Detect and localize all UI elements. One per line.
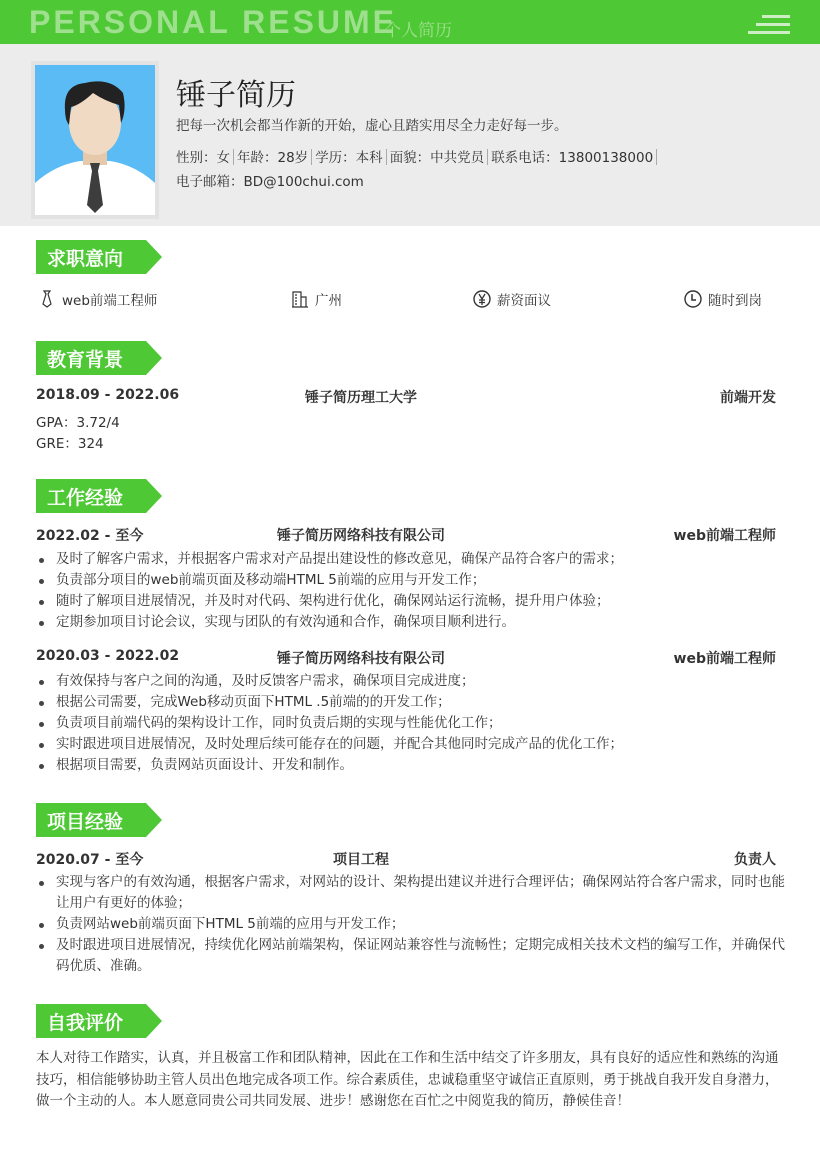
email: 电子邮箱：BD@100chui.com xyxy=(176,174,364,190)
project-name: 项目工程 xyxy=(333,852,389,868)
gre: GRE：324 xyxy=(36,436,104,452)
motto: 把每一次机会都当作新的开始，虚心且踏实用尽全力走好每一步。 xyxy=(176,118,568,134)
list-item: 有效保持与客户之间的沟通，及时反馈客户需求，确保项目完成进度； xyxy=(36,671,786,692)
list-item: 负责网站web前端页面下HTML 5前端的应用与开发工作； xyxy=(36,914,786,935)
work-duties xyxy=(36,671,786,776)
section-work-header xyxy=(36,479,162,513)
section-title: 项目经验 xyxy=(47,811,124,833)
list-item: 定期参加项目讨论会议，实现与团队的有效沟通和合作，确保项目顺利进行。 xyxy=(36,612,786,633)
political-status: 面貌：中共党员 xyxy=(389,150,485,166)
clock-icon xyxy=(684,290,702,308)
list-item: 负责部分项目的web前端页面及移动端HTML 5前端的应用与开发工作； xyxy=(36,570,786,591)
candidate-name: 锤子简历 xyxy=(176,78,296,113)
list-item: 及时跟进项目进展情况，持续优化网站前端架构，保证网站兼容性与流畅性；定期完成相关技术文档的编写工作，并确保代码优质、准确。 xyxy=(36,935,786,977)
project-duties xyxy=(36,872,786,977)
section-title: 教育背景 xyxy=(47,349,124,371)
education-level: 学历：本科 xyxy=(315,150,383,166)
intent-city xyxy=(291,289,342,309)
section-self-header xyxy=(36,1004,162,1038)
list-item: 随时了解项目进展情况，并及时对代码、架构进行优化，确保网站运行流畅，提升用户体验； xyxy=(36,591,786,612)
gender: 性别：女 xyxy=(176,150,230,166)
project-row xyxy=(36,849,776,869)
intent-availability xyxy=(684,289,762,309)
header-bar xyxy=(0,0,820,44)
self-evaluation: 本人对待工作踏实，认真，并且极富工作和团队精神，因此在工作和生活中结交了许多朋友，具有良好的适应性和熟练的沟通技巧，相信能够协助主管人员出色地完成各项工作。综合素质佳，忠诚稳重坚守诚信正直原则，勇于挑战自我开发自身潜力，做一个主动的人。本人愿意同贵公司共同发展、进步！感谢您在百忙之中阅览我的简历，静候佳音！ xyxy=(36,1050,779,1109)
intent-label: web前端工程师 xyxy=(62,293,158,309)
list-item: 实现与客户的有效沟通，根据客户需求，对网站的设计、架构提出建议并进行合理评估；确保网站符合客户需求，同时也能让用户有更好的体验； xyxy=(36,872,786,914)
section-title: 求职意向 xyxy=(47,248,124,270)
section-project-header xyxy=(36,803,162,837)
list-item: 实时跟进项目进展情况，及时处理后续可能存在的问题，并配合其他同时完成产品的优化工作； xyxy=(36,734,786,755)
title-cn: 个人简历 xyxy=(384,21,452,41)
intent-label: 随时到岗 xyxy=(708,293,762,309)
yen-icon xyxy=(473,290,491,308)
period: 2020.07 - 至今 xyxy=(36,852,144,868)
building-icon xyxy=(291,290,309,308)
company: 锤子简历网络科技有限公司 xyxy=(277,651,445,667)
title-en: PERSONAL RESUME xyxy=(29,4,398,40)
role: 负责人 xyxy=(734,852,776,868)
basic-info xyxy=(176,146,660,166)
work-duties xyxy=(36,549,786,633)
tie-icon xyxy=(38,290,56,308)
list-item: 根据项目需要，负责网站页面设计、开发和制作。 xyxy=(36,755,786,776)
period: 2018.09 - 2022.06 xyxy=(36,387,180,403)
age: 年龄：28岁 xyxy=(237,150,309,166)
hamburger-icon[interactable] xyxy=(748,15,790,39)
period: 2022.02 - 至今 xyxy=(36,528,144,544)
list-item: 及时了解客户需求，并根据客户需求对产品提出建设性的修改意见，确保产品符合客户的需求； xyxy=(36,549,786,570)
work-row xyxy=(36,525,776,545)
company: 锤子简历网络科技有限公司 xyxy=(277,528,445,544)
section-title: 自我评价 xyxy=(47,1012,124,1034)
intent-position xyxy=(38,289,157,309)
section-title: 工作经验 xyxy=(47,487,124,509)
section-intent-header xyxy=(36,240,162,274)
work-row xyxy=(36,648,776,668)
school: 锤子简历理工大学 xyxy=(305,390,417,406)
phone: 联系电话：13800138000 xyxy=(491,150,654,166)
role: web前端工程师 xyxy=(673,528,776,544)
role: web前端工程师 xyxy=(673,651,776,667)
list-item: 负责项目前端代码的架构设计工作，同时负责后期的实现与性能优化工作； xyxy=(36,713,786,734)
education-row xyxy=(36,387,776,407)
period: 2020.03 - 2022.02 xyxy=(36,648,180,664)
major: 前端开发 xyxy=(720,390,776,406)
intent-salary xyxy=(473,289,551,309)
intent-label: 广州 xyxy=(315,293,342,309)
section-education-header xyxy=(36,341,162,375)
intent-label: 薪资面议 xyxy=(497,293,551,309)
avatar xyxy=(31,61,159,219)
gpa: GPA：3.72/4 xyxy=(36,415,120,431)
list-item: 根据公司需要，完成Web移动页面下HTML .5前端的的开发工作； xyxy=(36,692,786,713)
